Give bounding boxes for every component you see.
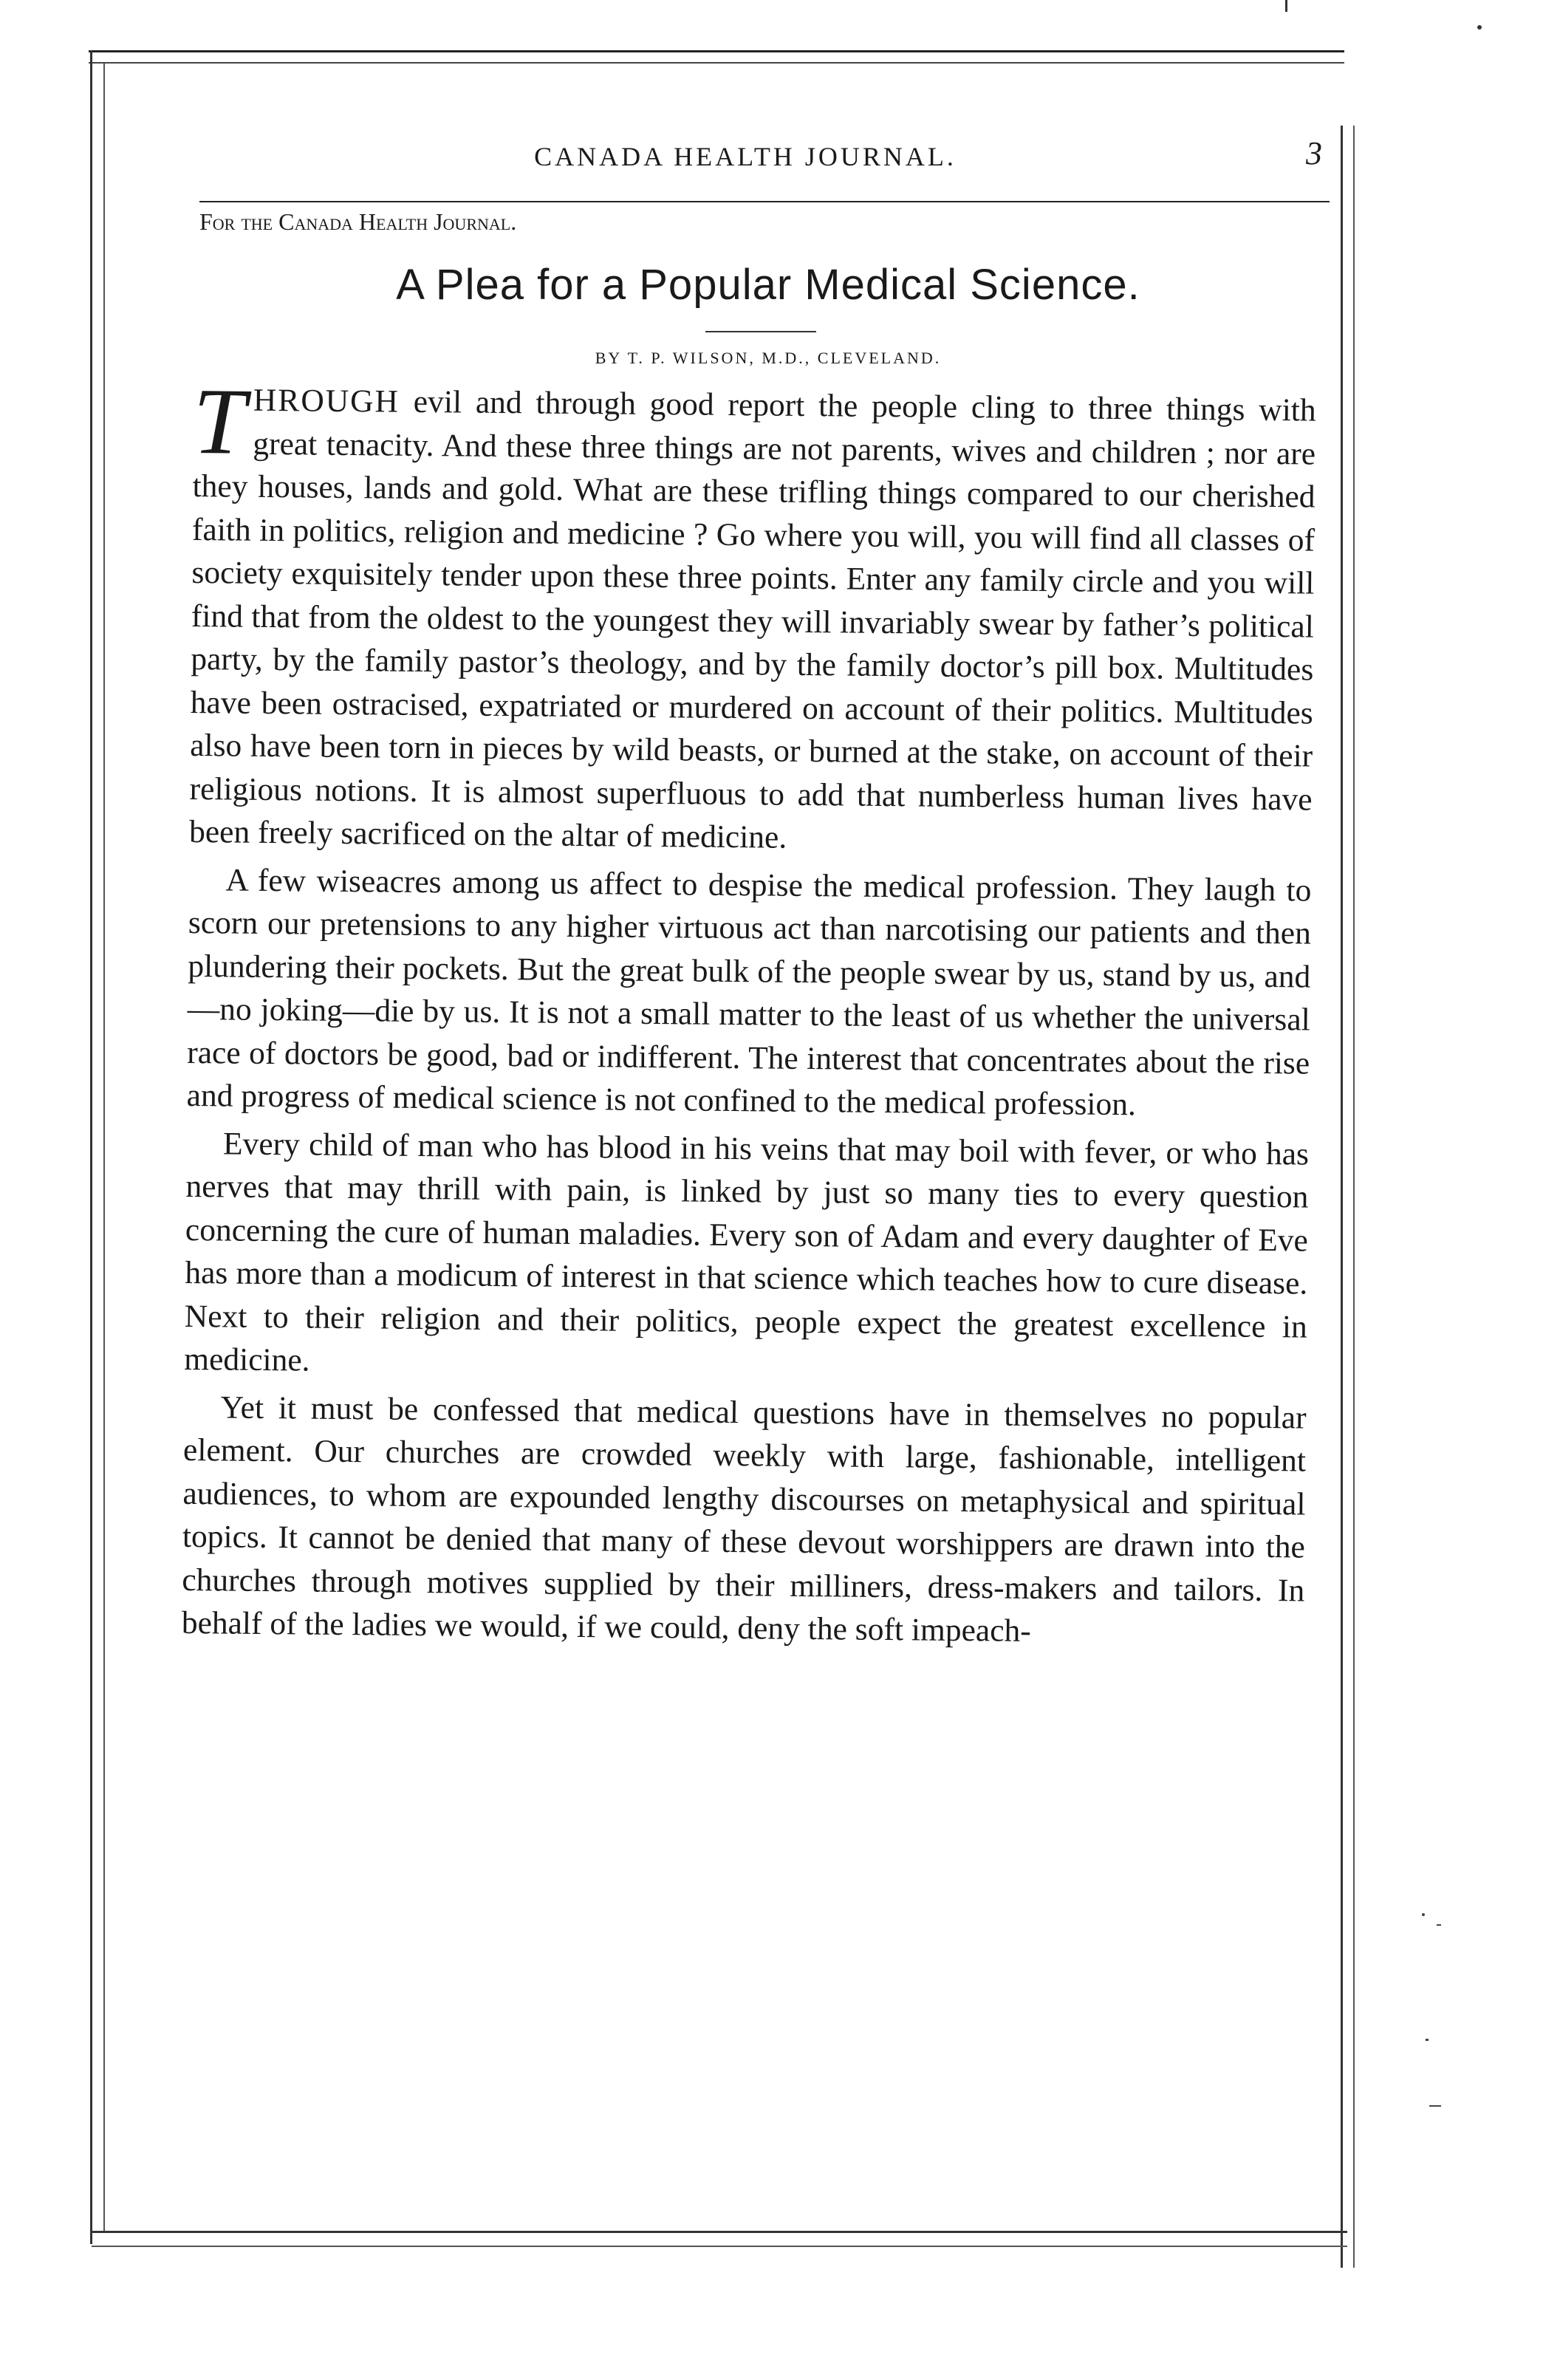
scan-speck bbox=[1477, 25, 1482, 30]
frame-line bbox=[89, 50, 1344, 52]
running-header bbox=[199, 134, 1322, 172]
paragraph: Yet it must be confessed that medical questions have in themselves no popular element. Our churches are crowded weekly with large, fashionable, intelligent audiences, to whom are expounded lengthy discourses on metaphysical and spiritual topics. It cannot be denied that many of these devout worshippers are drawn into the churches through motives supplied by their milliners, dress-makers and tailors. In behalf of the ladies we would, if we could, deny the soft impeach- bbox=[181, 1389, 1307, 1649]
frame-line bbox=[1353, 126, 1355, 2268]
page-number: 3 bbox=[1306, 135, 1322, 171]
drop-cap: T bbox=[192, 369, 247, 474]
scan-speck bbox=[1422, 1913, 1425, 1916]
frame-line bbox=[89, 62, 1344, 64]
frame-line bbox=[1341, 126, 1343, 2268]
frame-line bbox=[1285, 0, 1287, 12]
frame-line bbox=[92, 2231, 1347, 2233]
frame-line bbox=[92, 2246, 1347, 2247]
paragraph: A few wiseacres among us affect to despise the medical profession. They laugh to scorn our pretensions to any higher virtuous act than narcotising our patients and then plundering their pockets. But the great bulk of the people swear by us, stand by us, and—no joking—die by us. It is not a small matter to the least of us whether the universal race of doctors be good, bad or indifferent. The interest that concentrates about the rise and progress of medical science is not confined to the medical profession. bbox=[186, 861, 1312, 1123]
scan-speck bbox=[1429, 2105, 1441, 2107]
lead-word: HROUGH bbox=[253, 382, 400, 420]
dedication-line: For the Canada Health Journal. bbox=[199, 208, 517, 235]
title-divider bbox=[705, 331, 816, 332]
frame-line bbox=[90, 50, 92, 2244]
frame-line bbox=[103, 64, 105, 2232]
article-body bbox=[181, 369, 1316, 1660]
paragraph bbox=[188, 369, 1316, 864]
article-title: A Plea for a Popular Medical Science. bbox=[396, 261, 1140, 309]
scan-speck bbox=[1437, 1924, 1441, 1926]
scan-speck bbox=[1426, 2039, 1429, 2041]
journal-title: CANADA HEALTH JOURNAL. bbox=[534, 142, 957, 171]
header-rule bbox=[199, 201, 1330, 202]
paragraph-text: evil and through good report the people cling to three things with great tenacity. And these three things are not parents, wives and children ; nor are they houses, lands and gold. What are these trifling things compared to our cherished faith in politics, religion and medicine ? Go where you will, you will find all classes of society exquisitely tender upon these three points. Enter any family circle and you will find that from the oldest to the youngest they will invariably swear by father’s political party, by the family pastor’s theology, and by the family doctor’s pill box. Multitudes have been ostracised, expatriated or murdered on account of their politics. Multitudes also have been torn in pieces by wild beasts, or burned at the stake, on account of their religious notions. It is almost superfluous to add that numberless human lives have been freely sacrificed on the altar of medicine. bbox=[188, 383, 1316, 855]
article-byline: BY T. P. WILSON, M.D., CLEVELAND. bbox=[595, 349, 942, 367]
paragraph: Every child of man who has blood in his veins that may boil with fever, or who has nerves that may thrill with pain, is linked by just so many ties to every question concerning the cure of human maladies. Every son of Adam and every daughter of Eve has more than a modicum of interest in that science which teaches how to cure disease. Next to their religion and their politics, people expect the greatest excellence in medicine. bbox=[184, 1125, 1310, 1378]
